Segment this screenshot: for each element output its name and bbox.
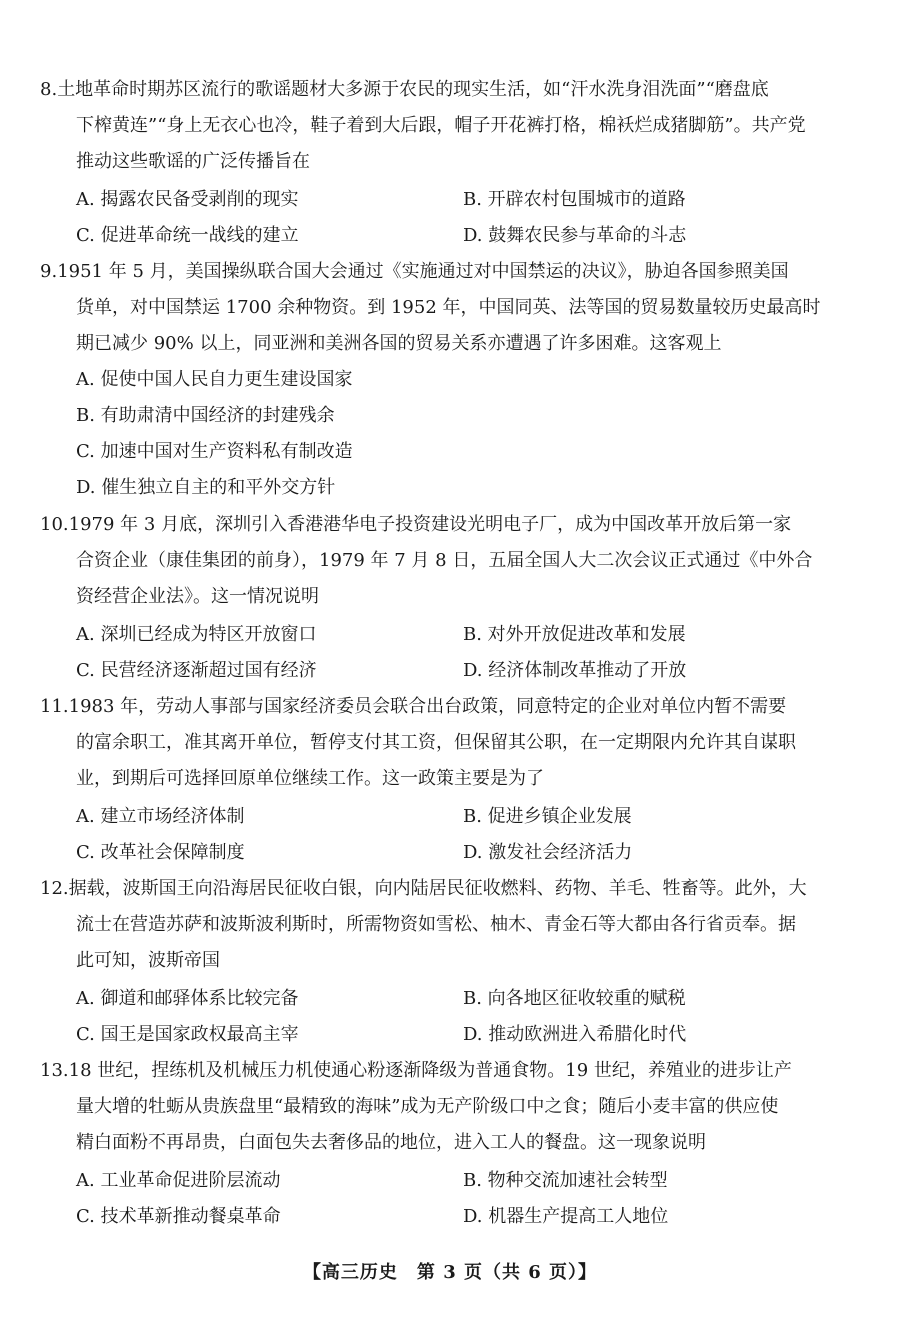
option-c[interactable]: C. 加速中国对生产资料私有制改造 <box>76 441 353 462</box>
question-stem-line: 精白面粉不再昂贵，白面包失去奢侈品的地位，进入工人的餐盘。这一现象说明 <box>76 1132 706 1153</box>
question-stem-line: 此可知，波斯帝国 <box>76 950 220 971</box>
option-a[interactable]: A. 工业革命促进阶层流动 <box>76 1170 281 1191</box>
option-b[interactable]: B. 对外开放促进改革和发展 <box>463 624 686 645</box>
question-stem-line: 11.1983 年，劳动人事部与国家经济委员会联合出台政策，同意特定的企业对单位内暂不需要 <box>40 696 787 717</box>
question-10 <box>40 507 850 687</box>
question-stem-line: 8.土地革命时期苏区流行的歌谣题材大多源于农民的现实生活，如“汗水洗身泪洗面”“磨盘底 <box>40 79 769 100</box>
option-a[interactable]: A. 深圳已经成为特区开放窗口 <box>76 624 317 645</box>
question-stem-line: 的富余职工，准其离开单位，暂停支付其工资，但保留其公职，在一定期限内允许其自谋职 <box>76 732 796 753</box>
options-row <box>40 216 850 252</box>
option-d[interactable]: D. 机器生产提高工人地位 <box>463 1206 669 1227</box>
option-a[interactable]: A. 御道和邮驿体系比较完备 <box>76 988 299 1009</box>
option-c[interactable]: C. 技术革新推动餐桌革命 <box>76 1206 281 1227</box>
option-c[interactable]: C. 促进革命统一战线的建立 <box>76 225 299 246</box>
options-row <box>40 797 850 833</box>
option-b[interactable]: B. 促进乡镇企业发展 <box>463 806 632 827</box>
options-row <box>40 1015 850 1051</box>
question-stem-line: 12.据载，波斯国王向沿海居民征收白银，向内陆居民征收燃料、药物、羊毛、牲畜等。此外，大 <box>40 878 807 899</box>
question-11 <box>40 689 850 869</box>
page-footer: 【高三历史 第 3 页（共 6 页）】 <box>302 1262 598 1283</box>
options-row <box>40 180 850 216</box>
question-stem-line: 业，到期后可选择回原单位继续工作。这一政策主要是为了 <box>76 768 544 789</box>
options-row <box>40 833 850 869</box>
options-row <box>40 651 850 687</box>
question-8 <box>40 72 850 252</box>
question-stem-line: 量大增的牡蛎从贵族盘里“最精致的海味”成为无产阶级口中之食；随后小麦丰富的供应使 <box>76 1096 779 1117</box>
options-row <box>40 615 850 651</box>
option-c[interactable]: C. 改革社会保障制度 <box>76 842 245 863</box>
options-row <box>40 1161 850 1197</box>
option-b[interactable]: B. 向各地区征收较重的赋税 <box>463 988 686 1009</box>
question-stem-line: 流士在营造苏萨和波斯波利斯时，所需物资如雪松、柚木、青金石等大都由各行省贡奉。据 <box>76 914 796 935</box>
option-d[interactable]: D. 催生独立自主的和平外交方针 <box>76 477 336 498</box>
option-b[interactable]: B. 有助肃清中国经济的封建残余 <box>76 405 335 426</box>
question-stem-line: 9.1951 年 5 月，美国操纵联合国大会通过《实施通过对中国禁运的决议》，胁迫各国参照美国 <box>40 261 789 282</box>
option-a[interactable]: A. 建立市场经济体制 <box>76 806 245 827</box>
option-c[interactable]: C. 国王是国家政权最高主宰 <box>76 1024 299 1045</box>
option-d[interactable]: D. 激发社会经济活力 <box>463 842 633 863</box>
option-b[interactable]: B. 物种交流加速社会转型 <box>463 1170 668 1191</box>
options-row <box>40 979 850 1015</box>
question-12 <box>40 871 850 1051</box>
option-c[interactable]: C. 民营经济逐渐超过国有经济 <box>76 660 317 681</box>
question-stem-line: 10.1979 年 3 月底，深圳引入香港港华电子投资建设光明电子厂，成为中国改革开放后第一家 <box>40 514 792 535</box>
question-stem-line: 13.18 世纪，捏练机及机械压力机使通心粉逐渐降级为普通食物。19 世纪，养殖业的进步让产 <box>40 1060 792 1081</box>
question-13 <box>40 1053 850 1233</box>
question-stem-line: 合资企业（康佳集团的前身），1979 年 7 月 8 日，五届全国人大二次会议正式通过《中外合 <box>76 550 813 571</box>
question-stem-line: 资经营企业法》。这一情况说明 <box>76 586 319 607</box>
options-row <box>40 1197 850 1233</box>
question-9 <box>40 254 850 506</box>
question-stem-line: 推动这些歌谣的广泛传播旨在 <box>76 151 310 172</box>
question-stem-line: 下榨黄连”“身上无衣心也冷，鞋子着到大后跟，帽子开花裤打格，棉袄烂成猪脚筋”。共产党 <box>76 115 806 136</box>
option-d[interactable]: D. 鼓舞农民参与革命的斗志 <box>463 225 687 246</box>
option-d[interactable]: D. 经济体制改革推动了开放 <box>463 660 687 681</box>
question-stem-line: 货单，对中国禁运 1700 余种物资。到 1952 年，中国同英、法等国的贸易数量较历史最高时 <box>76 297 821 318</box>
option-d[interactable]: D. 推动欧洲进入希腊化时代 <box>463 1024 687 1045</box>
question-stem-line: 期已减少 90% 以上，同亚洲和美洲各国的贸易关系亦遭遇了许多困难。这客观上 <box>76 333 722 354</box>
option-b[interactable]: B. 开辟农村包围城市的道路 <box>463 189 686 210</box>
option-a[interactable]: A. 促使中国人民自力更生建设国家 <box>76 369 353 390</box>
option-a[interactable]: A. 揭露农民备受剥削的现实 <box>76 189 299 210</box>
